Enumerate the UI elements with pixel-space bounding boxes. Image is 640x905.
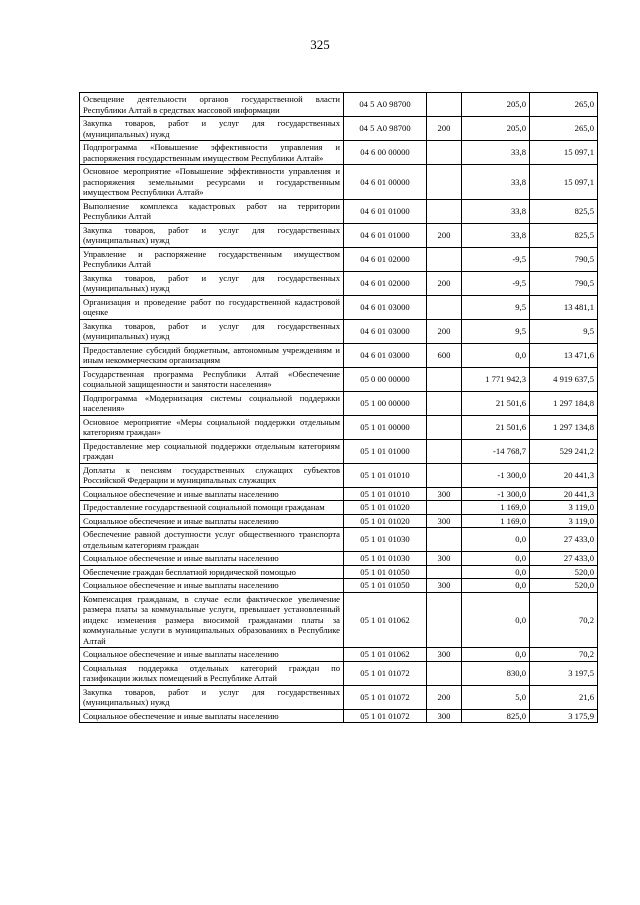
row-amount-2-cell: 70,2	[530, 648, 598, 662]
row-name-cell: Основное мероприятие «Повышение эффективности управления и распоряжения земельными ресурсами и государственным имуществом Республики Алтай»	[80, 165, 344, 200]
row-expense-type-cell: 600	[427, 343, 462, 367]
table-row	[80, 579, 598, 593]
row-code-cell: 04 5 А0 98700	[344, 117, 427, 141]
row-amount-1-cell: 0,0	[462, 579, 530, 593]
row-amount-2-cell: 529 241,2	[530, 439, 598, 463]
row-code-cell: 05 1 01 01062	[344, 592, 427, 648]
row-code-cell: 04 6 01 03000	[344, 295, 427, 319]
row-code-cell: 05 1 01 01010	[344, 487, 427, 501]
row-amount-1-cell: 1 169,0	[462, 514, 530, 528]
row-expense-type-cell	[427, 247, 462, 271]
row-code-cell: 04 6 01 03000	[344, 343, 427, 367]
row-amount-1-cell: 205,0	[462, 117, 530, 141]
row-amount-2-cell: 15 097,1	[530, 141, 598, 165]
row-name-cell: Обеспечение равной доступности услуг общественного транспорта отдельным категориям граждан	[80, 528, 344, 552]
table-row	[80, 648, 598, 662]
row-amount-1-cell: 830,0	[462, 661, 530, 685]
table-row	[80, 223, 598, 247]
table-row	[80, 117, 598, 141]
row-expense-type-cell: 300	[427, 579, 462, 593]
row-expense-type-cell: 300	[427, 709, 462, 723]
row-code-cell: 05 1 01 01072	[344, 661, 427, 685]
row-amount-2-cell: 520,0	[530, 579, 598, 593]
row-amount-2-cell: 4 919 637,5	[530, 367, 598, 391]
row-amount-2-cell: 3 197,5	[530, 661, 598, 685]
row-code-cell: 05 0 00 00000	[344, 367, 427, 391]
row-code-cell: 04 6 01 02000	[344, 247, 427, 271]
row-expense-type-cell	[427, 391, 462, 415]
row-name-cell: Предоставление мер социальной поддержки отдельным категориям граждан	[80, 439, 344, 463]
row-name-cell: Обеспечение граждан бесплатной юридической помощью	[80, 565, 344, 579]
row-amount-2-cell: 3 175,9	[530, 709, 598, 723]
row-name-cell: Социальное обеспечение и иные выплаты населению	[80, 487, 344, 501]
table-row	[80, 514, 598, 528]
row-name-cell: Подпрограмма «Повышение эффективности управления и распоряжения государственным имуществом Республики Алтай»	[80, 141, 344, 165]
table-row	[80, 487, 598, 501]
row-expense-type-cell: 300	[427, 487, 462, 501]
row-expense-type-cell	[427, 501, 462, 515]
row-amount-2-cell: 13 471,6	[530, 343, 598, 367]
row-amount-1-cell: 5,0	[462, 685, 530, 709]
row-amount-1-cell: 0,0	[462, 552, 530, 566]
row-amount-1-cell: 0,0	[462, 565, 530, 579]
row-code-cell: 04 6 01 01000	[344, 223, 427, 247]
row-expense-type-cell	[427, 93, 462, 117]
row-expense-type-cell	[427, 661, 462, 685]
row-amount-1-cell: 33,8	[462, 199, 530, 223]
table-row	[80, 565, 598, 579]
row-code-cell: 05 1 01 01000	[344, 439, 427, 463]
row-amount-1-cell: 33,8	[462, 141, 530, 165]
row-amount-1-cell: 21 501,6	[462, 391, 530, 415]
row-amount-2-cell: 3 119,0	[530, 501, 598, 515]
row-expense-type-cell	[427, 199, 462, 223]
row-name-cell: Социальное обеспечение и иные выплаты населению	[80, 514, 344, 528]
table-row	[80, 141, 598, 165]
table-row	[80, 271, 598, 295]
row-name-cell: Основное мероприятие «Меры социальной поддержки отдельным категориям граждан»	[80, 415, 344, 439]
row-amount-2-cell: 1 297 184,8	[530, 391, 598, 415]
row-expense-type-cell	[427, 528, 462, 552]
row-amount-2-cell: 790,5	[530, 271, 598, 295]
row-amount-2-cell: 70,2	[530, 592, 598, 648]
row-amount-2-cell: 790,5	[530, 247, 598, 271]
row-amount-1-cell: 21 501,6	[462, 415, 530, 439]
row-amount-2-cell: 265,0	[530, 117, 598, 141]
table-row	[80, 319, 598, 343]
row-code-cell: 05 1 01 00000	[344, 415, 427, 439]
row-expense-type-cell	[427, 439, 462, 463]
row-name-cell: Доплаты к пенсиям государственных служащих субъектов Российской Федерации и муниципальных служащих	[80, 463, 344, 487]
row-code-cell: 05 1 01 01050	[344, 565, 427, 579]
table-row	[80, 661, 598, 685]
row-amount-2-cell: 825,5	[530, 199, 598, 223]
table-row	[80, 247, 598, 271]
row-amount-2-cell: 1 297 134,8	[530, 415, 598, 439]
row-amount-2-cell: 21,6	[530, 685, 598, 709]
row-amount-1-cell: 0,0	[462, 528, 530, 552]
table-row	[80, 528, 598, 552]
row-name-cell: Компенсация гражданам, в случае если фактическое увеличение размера платы за коммунальные услуги, превышает установленный индекс изменения размера вносимой гражданами платы за коммунальные услуги в муниципальных образованиях в Республике Алтай	[80, 592, 344, 648]
row-amount-2-cell: 20 441,3	[530, 487, 598, 501]
row-amount-1-cell: -1 300,0	[462, 463, 530, 487]
table-row	[80, 199, 598, 223]
row-amount-1-cell: -1 300,0	[462, 487, 530, 501]
row-name-cell: Подпрограмма «Модернизация системы социальной поддержки населения»	[80, 391, 344, 415]
row-amount-1-cell: 33,8	[462, 223, 530, 247]
table-row	[80, 501, 598, 515]
row-name-cell: Организация и проведение работ по государственной кадастровой оценке	[80, 295, 344, 319]
row-expense-type-cell: 200	[427, 685, 462, 709]
row-expense-type-cell: 200	[427, 117, 462, 141]
row-name-cell: Социальное обеспечение и иные выплаты населению	[80, 552, 344, 566]
row-amount-2-cell: 20 441,3	[530, 463, 598, 487]
row-code-cell: 05 1 01 01072	[344, 685, 427, 709]
row-name-cell: Закупка товаров, работ и услуг для государственных (муниципальных) нужд	[80, 271, 344, 295]
table-row	[80, 592, 598, 648]
row-name-cell: Освещение деятельности органов государственной власти Республики Алтай в средствах массовой информации	[80, 93, 344, 117]
table-row	[80, 439, 598, 463]
row-amount-1-cell: -9,5	[462, 271, 530, 295]
table-row	[80, 295, 598, 319]
row-expense-type-cell: 200	[427, 319, 462, 343]
row-expense-type-cell: 300	[427, 552, 462, 566]
row-amount-2-cell: 13 481,1	[530, 295, 598, 319]
row-expense-type-cell	[427, 463, 462, 487]
row-code-cell: 05 1 01 01072	[344, 709, 427, 723]
row-amount-1-cell: 33,8	[462, 165, 530, 200]
row-name-cell: Социальное обеспечение и иные выплаты населению	[80, 648, 344, 662]
row-expense-type-cell: 200	[427, 223, 462, 247]
row-code-cell: 04 6 01 03000	[344, 319, 427, 343]
row-amount-1-cell: 9,5	[462, 295, 530, 319]
row-amount-1-cell: 205,0	[462, 93, 530, 117]
budget-table	[79, 92, 598, 723]
row-name-cell: Предоставление государственной социальной помощи гражданам	[80, 501, 344, 515]
row-code-cell: 05 1 00 00000	[344, 391, 427, 415]
row-amount-2-cell: 520,0	[530, 565, 598, 579]
row-amount-1-cell: -14 768,7	[462, 439, 530, 463]
table-row	[80, 709, 598, 723]
row-amount-2-cell: 27 433,0	[530, 552, 598, 566]
row-amount-1-cell: 9,5	[462, 319, 530, 343]
row-name-cell: Предоставление субсидий бюджетным, автономным учреждениям и иным некоммерческим организациям	[80, 343, 344, 367]
row-expense-type-cell	[427, 415, 462, 439]
row-name-cell: Закупка товаров, работ и услуг для государственных (муниципальных) нужд	[80, 319, 344, 343]
row-expense-type-cell: 200	[427, 271, 462, 295]
row-expense-type-cell	[427, 565, 462, 579]
row-name-cell: Закупка товаров, работ и услуг для государственных (муниципальных) нужд	[80, 685, 344, 709]
row-amount-1-cell: -9,5	[462, 247, 530, 271]
row-code-cell: 04 6 01 02000	[344, 271, 427, 295]
row-amount-1-cell: 1 169,0	[462, 501, 530, 515]
row-amount-1-cell: 0,0	[462, 648, 530, 662]
row-amount-1-cell: 825,0	[462, 709, 530, 723]
row-code-cell: 05 1 01 01020	[344, 514, 427, 528]
row-expense-type-cell	[427, 295, 462, 319]
table-row	[80, 391, 598, 415]
row-name-cell: Закупка товаров, работ и услуг для государственных (муниципальных) нужд	[80, 117, 344, 141]
row-expense-type-cell	[427, 367, 462, 391]
row-code-cell: 04 5 А0 98700	[344, 93, 427, 117]
table-row	[80, 415, 598, 439]
row-code-cell: 04 6 01 00000	[344, 165, 427, 200]
row-expense-type-cell	[427, 141, 462, 165]
row-code-cell: 05 1 01 01062	[344, 648, 427, 662]
row-amount-2-cell: 9,5	[530, 319, 598, 343]
row-amount-2-cell: 3 119,0	[530, 514, 598, 528]
table-row	[80, 552, 598, 566]
row-code-cell: 05 1 01 01050	[344, 579, 427, 593]
row-name-cell: Закупка товаров, работ и услуг для государственных (муниципальных) нужд	[80, 223, 344, 247]
row-expense-type-cell: 300	[427, 514, 462, 528]
row-name-cell: Выполнение комплекса кадастровых работ на территории Республики Алтай	[80, 199, 344, 223]
table-row	[80, 165, 598, 200]
row-expense-type-cell: 300	[427, 648, 462, 662]
row-amount-1-cell: 0,0	[462, 592, 530, 648]
table-row	[80, 463, 598, 487]
row-expense-type-cell	[427, 165, 462, 200]
row-name-cell: Управление и распоряжение государственным имуществом Республики Алтай	[80, 247, 344, 271]
row-code-cell: 05 1 01 01030	[344, 552, 427, 566]
row-amount-2-cell: 825,5	[530, 223, 598, 247]
row-amount-2-cell: 265,0	[530, 93, 598, 117]
table-row	[80, 367, 598, 391]
row-name-cell: Социальное обеспечение и иные выплаты населению	[80, 579, 344, 593]
row-expense-type-cell	[427, 592, 462, 648]
table-row	[80, 343, 598, 367]
row-amount-2-cell: 27 433,0	[530, 528, 598, 552]
row-code-cell: 04 6 00 00000	[344, 141, 427, 165]
row-code-cell: 05 1 01 01010	[344, 463, 427, 487]
row-code-cell: 05 1 01 01020	[344, 501, 427, 515]
row-name-cell: Социальное обеспечение и иные выплаты населению	[80, 709, 344, 723]
row-code-cell: 05 1 01 01030	[344, 528, 427, 552]
table-row	[80, 93, 598, 117]
row-amount-1-cell: 0,0	[462, 343, 530, 367]
table-row	[80, 685, 598, 709]
row-name-cell: Государственная программа Республики Алтай «Обеспечение социальной защищенности и занятости населения»	[80, 367, 344, 391]
row-code-cell: 04 6 01 01000	[344, 199, 427, 223]
row-amount-1-cell: 1 771 942,3	[462, 367, 530, 391]
row-amount-2-cell: 15 097,1	[530, 165, 598, 200]
budget-table-body	[80, 93, 598, 723]
row-name-cell: Социальная поддержка отдельных категорий граждан по газификации жилых помещений в Республике Алтай	[80, 661, 344, 685]
page-number: 325	[310, 37, 330, 52]
